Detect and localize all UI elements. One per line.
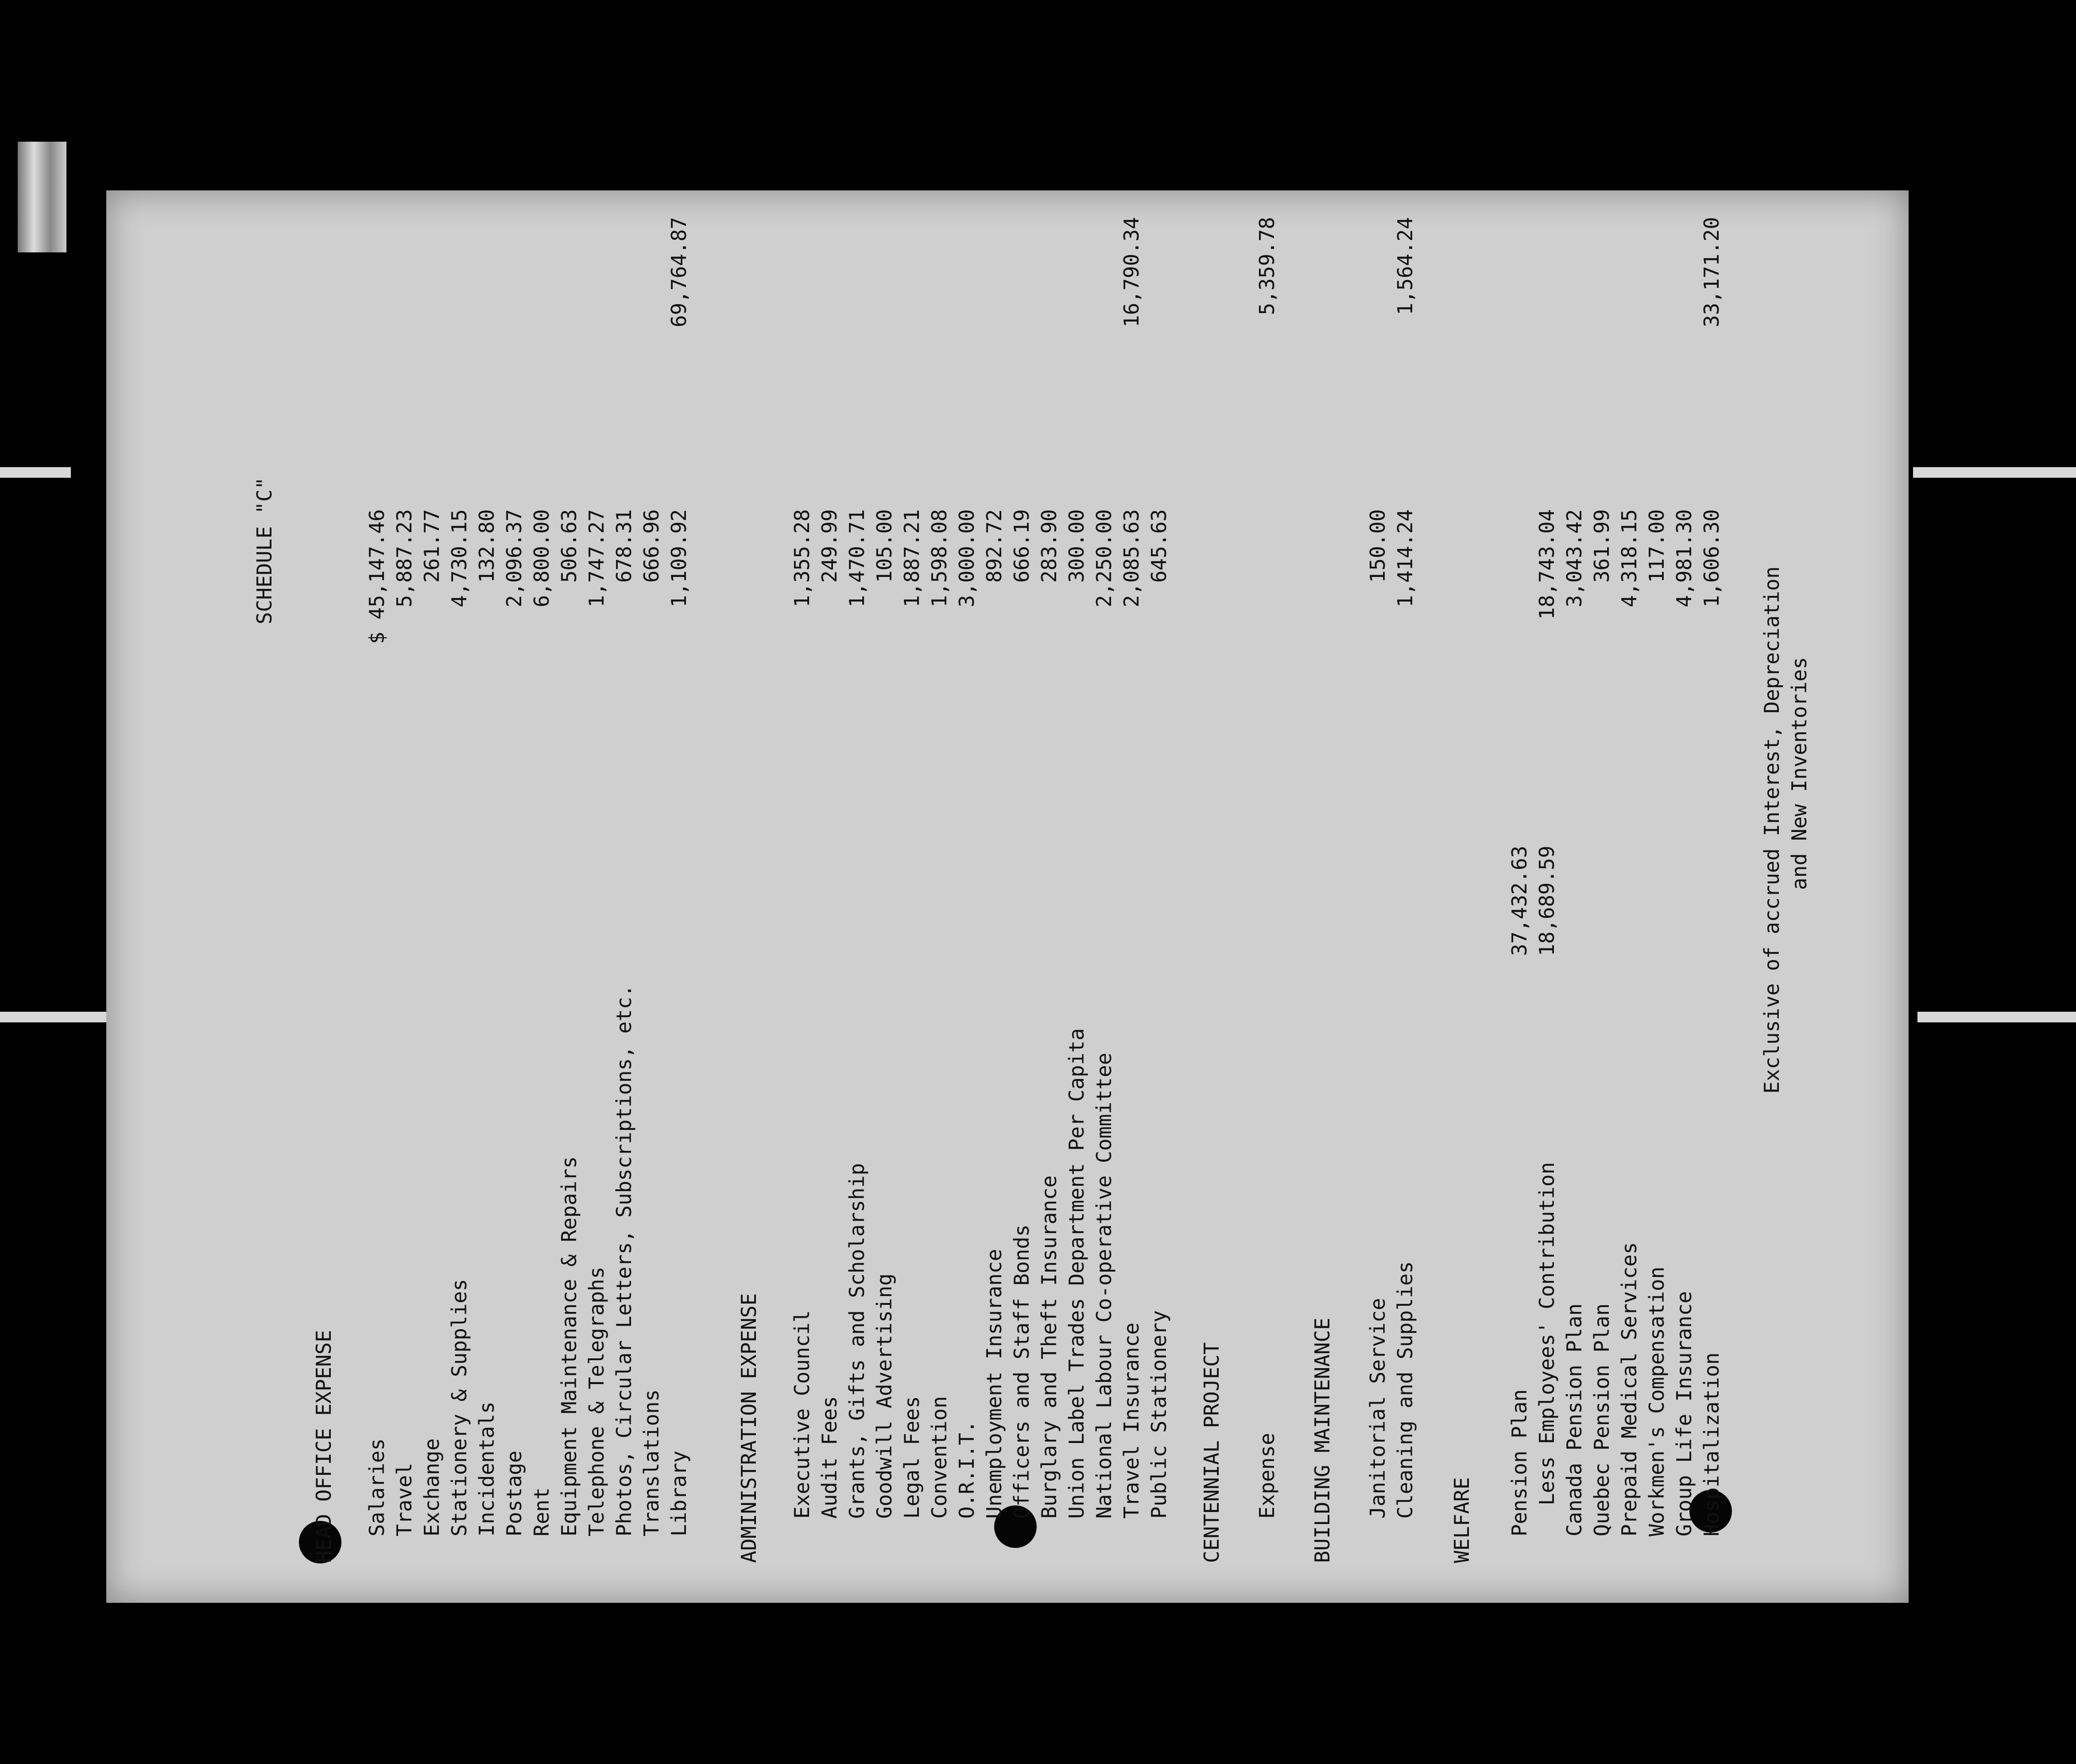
section-heading-head-office: HEAD OFFICE EXPENSE (312, 1330, 336, 1563)
section-total: 33,171.20 (1700, 217, 1724, 328)
expense-label: Expense (1255, 1433, 1279, 1519)
footnote-line-1: Exclusive of accrued Interest, Depreciation (1760, 566, 1784, 1094)
expense-label: Salaries (365, 1438, 389, 1536)
expense-amount: 283.90 (1037, 509, 1061, 583)
film-strip-upper-right (1913, 467, 2076, 478)
expense-amount: 4,981.30 (1672, 509, 1696, 607)
expense-amount: 1,747.27 (585, 509, 608, 607)
expense-label: Officers and Staff Bonds (1010, 1224, 1034, 1519)
expense-amount: 1,598.08 (927, 509, 951, 607)
expense-amount: 249.99 (817, 509, 841, 583)
expense-label: Travel (392, 1462, 416, 1536)
section-total: 1,564.24 (1393, 217, 1417, 315)
expense-amount: 3,043.42 (1562, 509, 1586, 607)
expense-label: Legal Fees (900, 1396, 924, 1519)
expense-label: Cleaning and Supplies (1393, 1261, 1417, 1519)
expense-label: Burglary and Theft Insurance (1037, 1175, 1061, 1519)
section-total: 69,764.87 (667, 217, 691, 328)
expense-amount: 678.31 (612, 509, 636, 583)
schedule-title: SCHEDULE "C" (252, 477, 276, 624)
expense-amount: 132.80 (475, 509, 499, 583)
expense-amount: 300.00 (1065, 509, 1088, 583)
expense-label: Prepaid Medical Services (1617, 1242, 1641, 1536)
expense-amount: 2,096.37 (502, 509, 526, 607)
expense-label: Equipment Maintenance & Repairs (557, 1156, 581, 1536)
expense-label: Grants, Gifts and Scholarship (845, 1163, 869, 1519)
expense-label: Janitorial Service (1366, 1298, 1390, 1519)
expense-label: Exchange (420, 1438, 444, 1536)
expense-amount: 1,470.71 (845, 509, 869, 607)
film-strip-lower-right (1917, 1012, 2076, 1022)
section-heading-building: BUILDING MAINTENANCE (1310, 1318, 1334, 1563)
expense-amount: 1,887.21 (900, 509, 924, 607)
expense-label: Stationery & Supplies (447, 1279, 471, 1536)
expense-label: Union Label Trades Department Per Capita (1065, 1028, 1088, 1519)
expense-amount: 506.63 (557, 509, 581, 583)
expense-label: Goodwill Advertising (872, 1273, 896, 1519)
expense-amount: 150.00 (1366, 509, 1390, 583)
expense-label: Pension Plan (1507, 1389, 1531, 1536)
expense-amount: 1,414.24 (1393, 509, 1417, 607)
section-heading-welfare: WELFARE (1450, 1477, 1474, 1563)
expense-label: Group Life Insurance (1672, 1291, 1696, 1536)
expense-label: Telephone & Telegraphs (585, 1266, 608, 1536)
expense-label: Incidentals (475, 1401, 499, 1536)
rotated-schedule (120, 173, 1811, 1563)
expense-amount: 18,743.04 (1535, 509, 1559, 620)
expense-amount: 2,250.00 (1092, 509, 1116, 607)
footnote-line-2: and New Inventories (1787, 657, 1811, 890)
expense-label: Translations (639, 1389, 663, 1536)
expense-amount: 666.96 (639, 509, 663, 583)
film-edge-marker (18, 142, 66, 252)
expense-amount: 892.72 (982, 509, 1006, 583)
expense-label: Rent (530, 1487, 554, 1536)
expense-amount: 18,689.59 (1535, 846, 1559, 956)
expense-amount: 37,432.63 (1507, 846, 1531, 956)
expense-amount: 2,085.63 (1119, 509, 1143, 607)
expense-label: Canada Pension Plan (1562, 1303, 1586, 1536)
expense-amount: 3,000.00 (955, 509, 979, 607)
expense-amount: 105.00 (872, 509, 896, 583)
expense-label: Postage (502, 1451, 526, 1536)
expense-amount: 261.77 (420, 509, 444, 583)
expense-label: Library (667, 1451, 691, 1536)
expense-amount: 4,730.15 (447, 509, 471, 607)
expense-label: Audit Fees (817, 1396, 841, 1519)
expense-amount: 645.63 (1147, 509, 1171, 583)
expense-label: Public Stationery (1147, 1310, 1171, 1519)
expense-amount: 1,355.28 (790, 509, 814, 607)
expense-amount: $ 45,147.46 (365, 509, 389, 644)
expense-label: Less Employees' Contribution (1535, 1162, 1559, 1505)
expense-amount: 5,887.23 (392, 509, 416, 607)
film-strip-upper (0, 467, 71, 478)
section-heading-administration: ADMINISTRATION EXPENSE (737, 1293, 761, 1563)
expense-amount: 1,109.92 (667, 509, 691, 607)
expense-label: Executive Council (790, 1310, 814, 1519)
expense-amount: 361.99 (1590, 509, 1614, 583)
expense-amount: 117.00 (1645, 509, 1669, 583)
section-total: 16,790.34 (1119, 217, 1143, 328)
film-strip-lower (0, 1012, 106, 1022)
expense-label: Photos, Circular Letters, Subscriptions, etc. (612, 984, 636, 1536)
expense-amount: 4,318.15 (1617, 509, 1641, 607)
section-total: 5,359.78 (1255, 217, 1279, 315)
expense-amount: 1,606.30 (1700, 509, 1724, 607)
expense-label: O.R.I.T. (955, 1420, 979, 1519)
expense-label: Travel Insurance (1119, 1322, 1143, 1519)
expense-label: Quebec Pension Plan (1590, 1303, 1614, 1536)
expense-label: National Labour Co-operative Committee (1092, 1052, 1116, 1519)
expense-amount: 6,800.00 (530, 509, 554, 607)
expense-label: Hospitalization (1700, 1352, 1724, 1536)
expense-label: Workmen's Compensation (1645, 1266, 1669, 1536)
section-heading-centennial: CENTENNIAL PROJECT (1200, 1342, 1224, 1563)
expense-label: Convention (927, 1396, 951, 1519)
expense-label: Unemployment Insurance (982, 1249, 1006, 1519)
expense-amount: 666.19 (1010, 509, 1034, 583)
